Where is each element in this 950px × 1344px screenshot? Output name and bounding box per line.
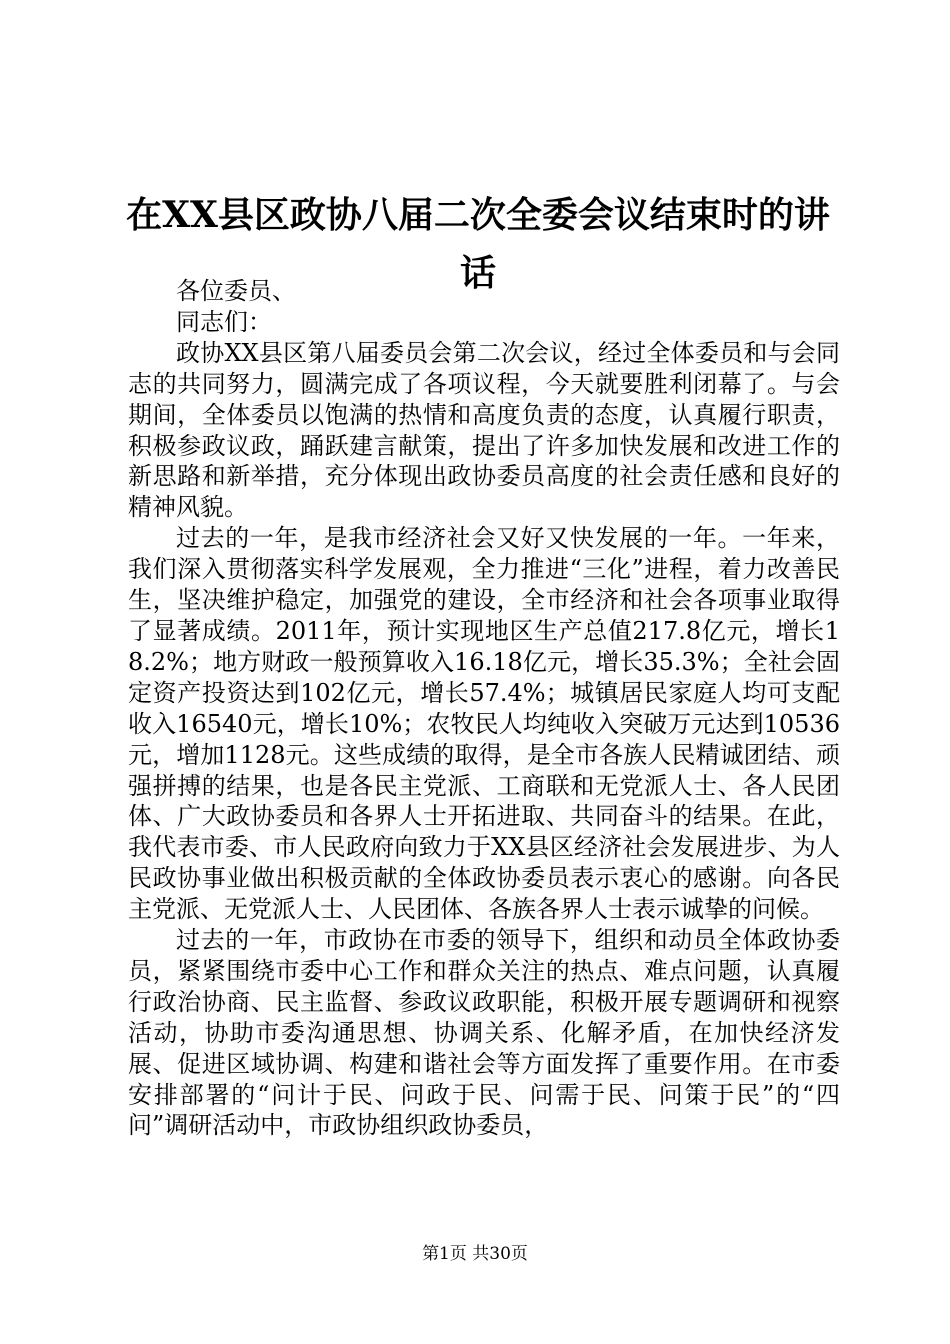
body-paragraph: 政协XX县区第八届委员会第二次会议，经过全体委员和与会同志的共同努力，圆满完成了各项议程，今天就要胜利闭幕了。与会期间，全体委员以饱满的热情和高度负责的态度，认真履行职责，积极参政议政，踊跃建言献策，提出了许多加快发展和改进工作的新思路和新举措，充分体现出政协委员高度的社会责任感和良好的精神风貌。 <box>128 338 840 522</box>
document-body <box>128 276 840 1141</box>
document-title: 在XX县区政协八届二次全委会议结束时的讲话 <box>126 194 830 294</box>
body-paragraph: 过去的一年，市政协在市委的领导下，组织和动员全体政协委员，紧紧围绕市委中心工作和群众关注的热点、难点问题，认真履行政治协商、民主监督、参政议政职能，积极开展专题调研和视察活动，协助市委沟通思想、协调关系、化解矛盾，在加快经济发展、促进区域协调、构建和谐社会等方面发挥了重要作用。在市委安排部署的“问计于民、问政于民、问需于民、问策于民”的“四问”调研活动中，市政协组织政协委员， <box>128 926 840 1140</box>
salutation-line-1: 各位委员、 <box>176 277 296 305</box>
salutation-line-2: 同志们： <box>176 307 272 336</box>
body-paragraph: 过去的一年，是我市经济社会又好又快发展的一年。一年来，我们深入贯彻落实科学发展观，全力推进“三化”进程，着力改善民生，坚决维护稳定，加强党的建设，全市经济和社会各项事业取得了显著成绩。2011年，预计实现地区生产总值217.8亿元，增长18.2%；地方财政一般预算收入16.18亿元，增长35.3%；全社会固定资产投资达到102亿元，增长57.4%；城镇居民家庭人均可支配收入16540元，增长10%；农牧民人均纯收入突破万元达到10536元，增加1128元。这些成绩的取得，是全市各族人民精诚团结、顽强拼搏的结果，也是各民主党派、工商联和无党派人士、各人民团体、广大政协委员和各界人士开拓进取、共同奋斗的结果。在此，我代表市委、市人民政府向致力于XX县区经济社会发展进步、为人民政协事业做出积极贡献的全体政协委员表示衷心的感谢。向各民主党派、无党派人士、人民团体、各族各界人士表示诚挚的问候。 <box>128 524 840 924</box>
page-footer: 第1页 共30页 <box>422 1244 528 1264</box>
